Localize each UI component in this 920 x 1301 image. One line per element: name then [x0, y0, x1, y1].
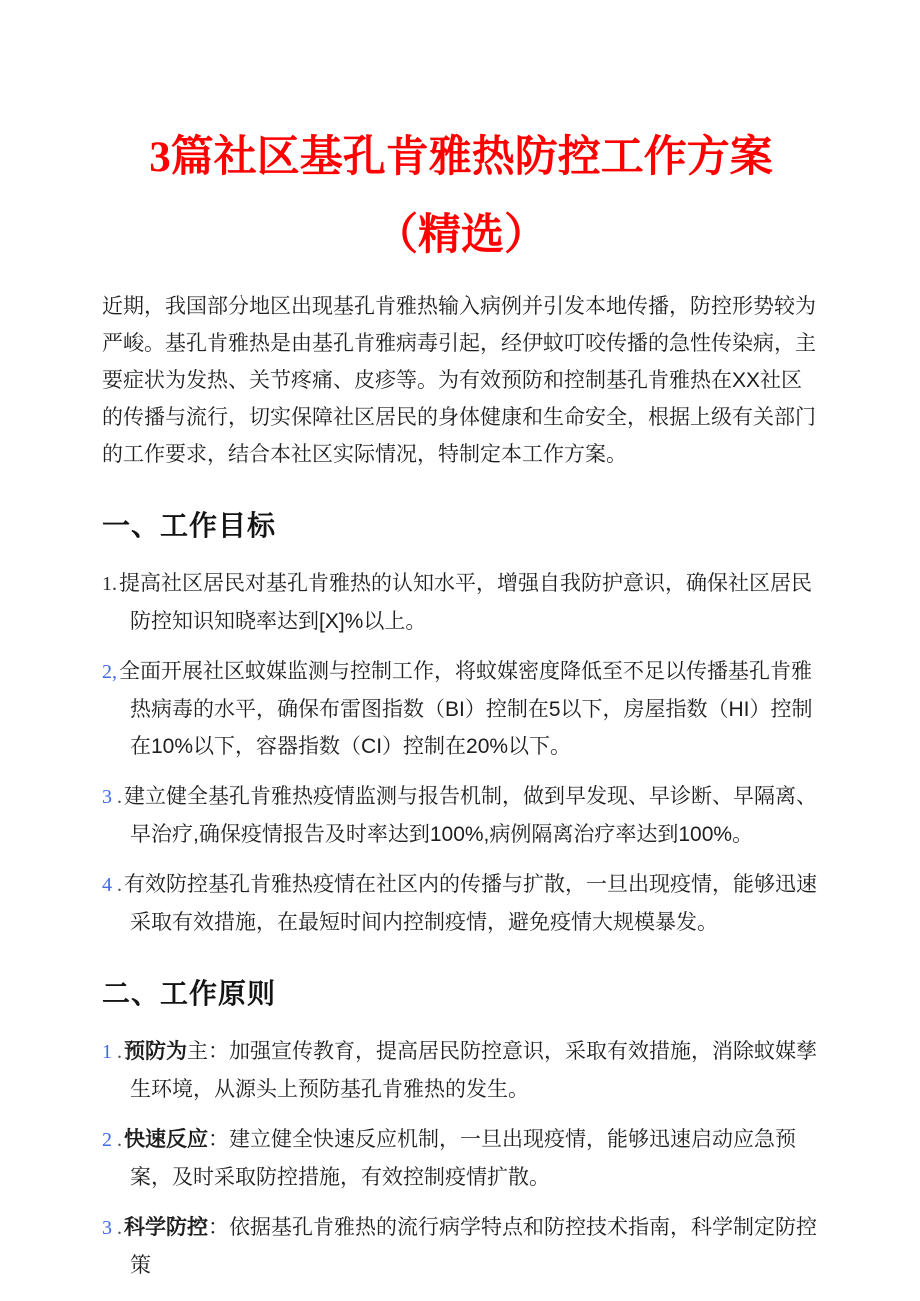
item-number: 1 — [102, 573, 112, 595]
item-number: 1 — [102, 1041, 112, 1063]
title-line-2: （精选） — [375, 212, 547, 259]
principles-list — [102, 1033, 820, 1284]
section-heading-goals: 一、工作目标 — [102, 510, 277, 541]
item-text: 提高社区居民对基孔肯雅热的认知水平，增强自我防护意识，确保社区居民防控知识知晓率达到[X]%以上。 — [119, 572, 812, 633]
item-text: ：建立健全快速反应机制，一旦出现疫情，能够迅速启动应急预案，及时采取防控措施，有效控制疫情扩散。 — [130, 1128, 796, 1189]
item-number: 2 — [102, 661, 112, 683]
item-text: 全面开展社区蚊媒监测与控制工作，将蚊媒密度降低至不足以传播基孔肯雅热病毒的水平，确保布雷图指数（BI）控制在5以下，房屋指数（HI）控制在10%以下，容器指数（CI）控制在20%以下。 — [119, 660, 813, 758]
title-line-1: 3篇社区基孔肯雅热防控工作方案 — [149, 134, 773, 181]
list-item — [102, 778, 820, 853]
list-item — [102, 565, 820, 640]
section-heading-principles: 二、工作原则 — [102, 978, 277, 1009]
list-item — [102, 1209, 820, 1284]
list-item — [102, 866, 820, 941]
item-separator: . — [112, 1217, 122, 1239]
item-separator: . — [112, 786, 122, 808]
item-number: 3 — [102, 786, 112, 808]
item-number: 3 — [102, 1217, 112, 1239]
list-item — [102, 653, 820, 765]
document-title — [102, 130, 820, 260]
item-text: 建立健全基孔肯雅热疫情监测与报告机制，做到早发现、早诊断、早隔离、早治疗,确保疫情报告及时率达到100%,病例隔离治疗率达到100%。 — [124, 785, 817, 846]
goals-list — [102, 565, 820, 941]
item-text: 主：加强宣传教育，提高居民防控意识，采取有效措施，消除蚊媒孳生环境，从源头上预防基孔肯雅热的发生。 — [130, 1040, 817, 1101]
list-item — [102, 1033, 820, 1108]
intro-paragraph: 近期，我国部分地区出现基孔肯雅热输入病例并引发本地传播，防控形势较为严峻。基孔肯雅热是由基孔肯雅病毒引起，经伊蚊叮咬传播的急性传染病，主要症状为发热、关节疼痛、皮疹等。为有效预防和控制基孔肯雅热在XX社区的传播与流行，切实保障社区居民的身体健康和生命安全，根据上级有关部门的工作要求，结合本社区实际情况，特制定本工作方案。 — [102, 295, 816, 466]
item-lead: 预防为 — [124, 1040, 187, 1063]
item-separator: . — [112, 1041, 122, 1063]
item-lead: 快速反应 — [124, 1128, 208, 1151]
item-lead: 科学防控 — [124, 1216, 208, 1239]
item-separator: . — [112, 874, 122, 896]
item-text: 有效防控基孔肯雅热疫情在社区内的传播与扩散，一旦出现疫情，能够迅速采取有效措施，在最短时间内控制疫情，避免疫情大规模暴发。 — [124, 873, 817, 934]
item-number: 2 — [102, 1129, 112, 1151]
item-number: 4 — [102, 874, 112, 896]
item-separator: . — [112, 573, 117, 595]
list-item — [102, 1121, 820, 1196]
item-separator: . — [112, 1129, 122, 1151]
item-separator: , — [112, 661, 117, 683]
item-text: ：依据基孔肯雅热的流行病学特点和防控技术指南，科学制定防控策 — [130, 1216, 817, 1277]
